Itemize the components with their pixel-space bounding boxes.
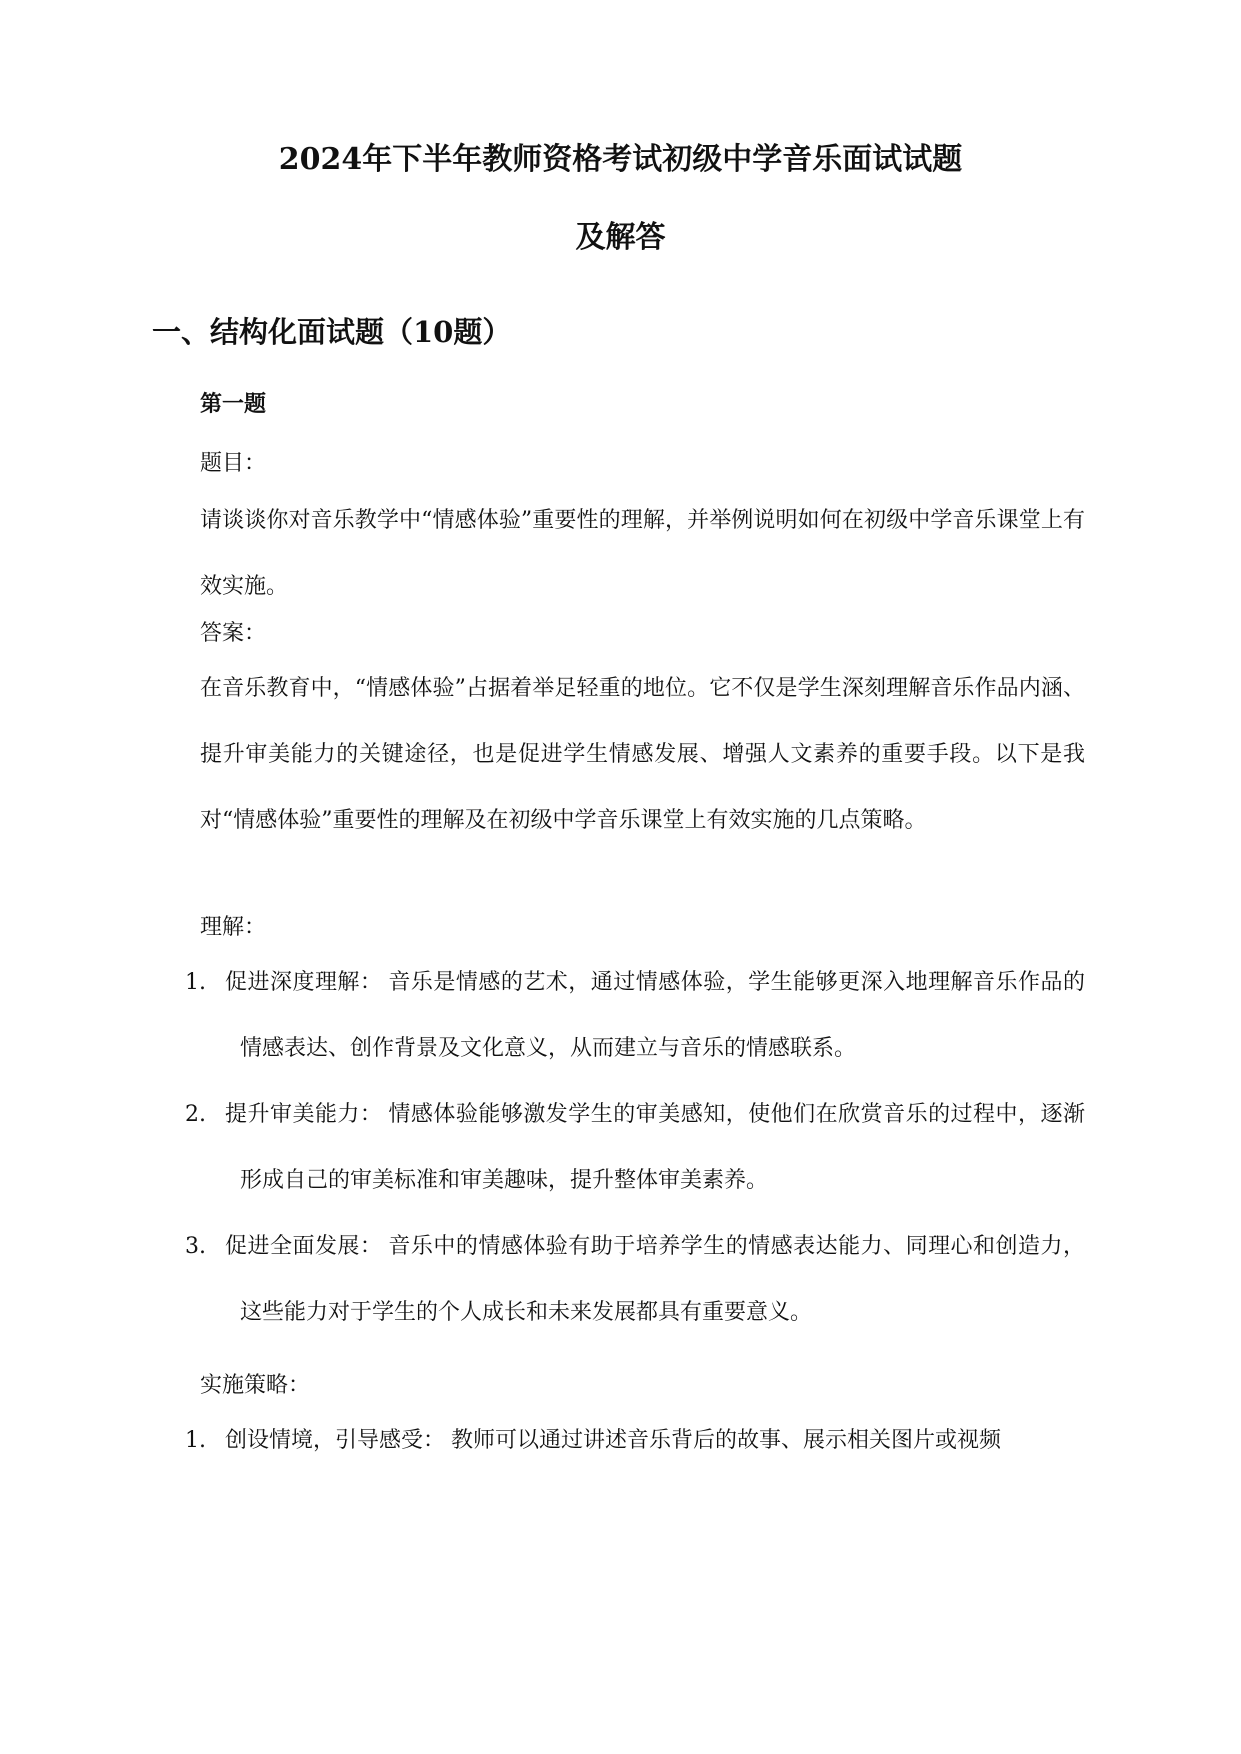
understanding-item-1: [185, 950, 1085, 1082]
list-item-text: 情感体验能够激发学生的审美感知，使他们在欣赏音乐的过程中，逐渐形成自己的审美标准和审美趣味，提升整体审美素养。: [240, 1102, 1085, 1193]
list-number: 1.: [185, 970, 206, 995]
question-heading: 第一题: [200, 391, 267, 417]
understanding-label: 理解：: [200, 915, 267, 940]
list-item-lead: 创设情境，引导感受：: [225, 1428, 446, 1453]
strategy-label: 实施策略：: [200, 1373, 311, 1398]
list-number: 3.: [185, 1234, 206, 1259]
list-number: 1.: [185, 1428, 206, 1453]
understanding-item-2: [185, 1082, 1085, 1214]
list-item-lead: 提升审美能力：: [225, 1102, 383, 1127]
list-item-lead: 促进全面发展：: [225, 1234, 383, 1259]
list-item-text: 教师可以通过讲述音乐背后的故事、展示相关图片或视频: [451, 1428, 1002, 1453]
list-number: 2.: [185, 1102, 206, 1127]
understanding-item-3: [185, 1214, 1085, 1346]
list-item-text: 音乐是情感的艺术，通过情感体验，学生能够更深入地理解音乐作品的情感表达、创作背景及文化意义，从而建立与音乐的情感联系。: [240, 970, 1085, 1061]
answer-label: 答案：: [200, 621, 267, 646]
list-item-text: 音乐中的情感体验有助于培养学生的情感表达能力、同理心和创造力，这些能力对于学生的个人成长和未来发展都具有重要意义。: [240, 1234, 1085, 1325]
question-text: 请谈谈你对音乐教学中“情感体验”重要性的理解，并举例说明如何在初级中学音乐课堂上有效实施。: [200, 508, 1085, 599]
document-title-line1: 2024年下半年教师资格考试初级中学音乐面试试题: [278, 142, 963, 177]
question-label: 题目：: [200, 451, 267, 476]
list-item-lead: 促进深度理解：: [225, 970, 383, 995]
strategy-item-1: [185, 1408, 1085, 1474]
section-heading: 一、结构化面试题（10题）: [152, 315, 512, 349]
document-title-line2: 及解答: [575, 220, 666, 255]
answer-intro: 在音乐教育中，“情感体验”占据着举足轻重的地位。它不仅是学生深刻理解音乐作品内涵、提升审美能力的关键途径，也是促进学生情感发展、增强人文素养的重要手段。以下是我对“情感体验”重要性的理解及在初级中学音乐课堂上有效实施的几点策略。: [200, 676, 1085, 833]
